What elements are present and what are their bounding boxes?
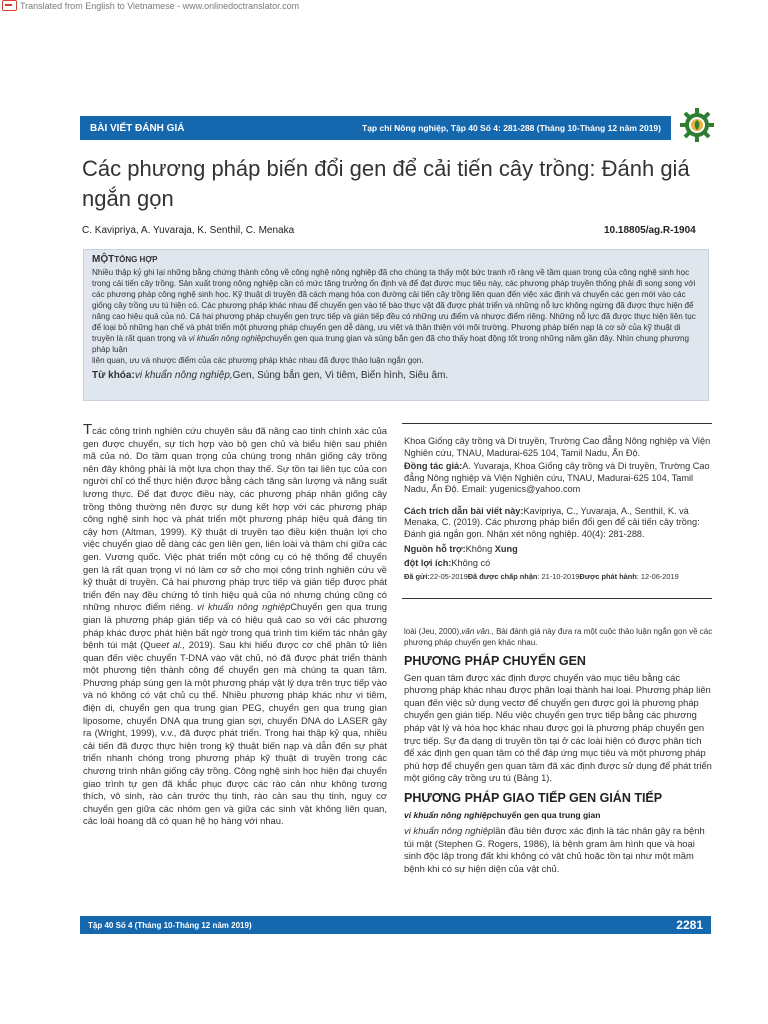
doi: 10.18805/ag.R-1904 [604,225,696,236]
abstract-heading: MỘTTỔNG HỢP [92,254,158,265]
article-title: Các phương pháp biến đổi gen để cải tiến cây trồng: Đánh giá ngắn gọn [82,156,690,211]
journal-header-bar [80,116,671,140]
subsection-heading: vi khuẩn nông nghiệpchuyển gen qua trung gian [404,809,601,820]
page-number: 2281 [676,918,703,932]
conflict-of-interest: đột lợi ích:Không có [404,557,491,568]
body-left-column: Tcác công trình nghiên cứu chuyên sâu đã nâng cao tính chính xác của gen được chuyển, sự tích hợp vào bộ gen chủ và biểu hiện sau phiên mã của nó. Do tầm quan trọng của chúng trong nhân giống cây trồng nên đây không phải là một lựa chọn thay thế. Sự tồn tại liên tục của con người chỉ có thể thực hiện được bằng cách tăng sản lượng và năng suất lương thực. Để đạt được điều này, các phương pháp nhân giống cây trồng thông thường nên được sự dung kết hợp với các phương pháp công nghệ sinh học và phát triển một phương pháp hiệu quả đáng tin cậy hơn (Altman, 1999). Kỹ thuật di truyền tạo điều kiện thuận lợi cho việc chuyển giao dễ dàng các gen liên gen, liên loài và thậm chí giữa các gen. Vương quốc. Việc phát triển một công cụ có hệ thống để chuyển gen là rất quan trọng vì nó làm cơ sở cho mọi công trình nghiên cứu về kỹ thuật di truyền. Cả hai phương pháp trực tiếp và gián tiếp được phát triển đến nay đều chứng tỏ tính hiệu quả của nó nhưng chúng cũng có những nhược điểm riêng. vi khuẩn nông nghiệpChuyển gen qua trung gian là phương pháp gián tiếp và có hiệu quả cao so với các phương pháp khác được phát hiện bất ngờ trong quá trình tìm kiếm tác nhân gây bệnh túi mật (Queet al., 2019). Sau khi hiểu được cơ chế phân tử liên quan đến việc chuyển T-DNA vào vật chủ, nó đã được phát triển thành một phương tiện thành công để chuyển gen mà chúng ta quan tâm. Phương pháp súng gen là một phương pháp vật lý dựa trên trực tiếp vào và nó không có vật chủ cụ thể. Nhiều phương pháp khác như vi tiêm, điện di, chuyển gen qua trung gian PEG, chuyển gen qua trung gian liposome, chuyển DNA qua trung gian sợi, chuyển DNA do LASER gây ra (Wright, 1999), v.v., đã được phát triển. Trong hai thập kỷ qua, nhiều cải tiến đã được thực hiện trong kỹ thuật biến nạp và dẫn đến sự phát triển nhanh chóng trong phương pháp kỹ thuật di truyền trong các chương trình nhân giống cây trồng. Công nghệ sinh học hiện đại chuyển giao trình tự gen đã khắc phục được các rào cản như không tương thích, vô sinh, rào cản trước thụ tinh, rào cản sau thụ tinh, nguy cơ chuyển gen giữa các nhóm gen và giữa các sinh vật không liên quan, các loài hoang dã có quan hệ họ hàng với nhau. [83,421,388,827]
section-paragraph: vi khuẩn nông nghiệplần đầu tiên được xác định là tác nhân gây ra bệnh túi mật (Stephen G. Rogers, 1986), là bệnh gram âm hình que và hoại sinh độc lập trong đất khi không có vật chủ hoặc tồn tại như một mầm bệnh khi có sự hiện diện của vật chủ. [404,825,705,874]
abstract-box [83,249,709,401]
translator-note-text: Translated from English to Vietnamese - www.onlinedoctranslator.com [20,0,300,11]
divider [402,423,712,424]
drop-cap: T [83,421,93,438]
footer-issue: Tập 40 Số 4 (Tháng 10-Tháng 12 năm 2019) [88,920,252,930]
section-paragraph: Gen quan tâm được xác định được chuyển vào mục tiêu bằng các phương pháp khác nhau được phân loại thành hai loại. Phương pháp liên quan đến việc sử dụng vectơ để chuyển gen được gọi là phương pháp chuyển gen gián tiếp. Nếu việc chuyển gen trực tiếp bằng các phương pháp vật lý và hóa học khác nhau được gọi là phương pháp chuyển gen trực tiếp. Sự đa dạng di truyền tồn tại ở các loài hiện có được phân tích để xác định gen quan tâm có thể đáp ứng mục tiêu và một phương pháp phù hợp để chuyển gen quan tâm đã xác định được sử dụng để phát triển một giống cây trồng ưu tú (Bảng 1). [404,671,712,784]
affiliation-block [404,436,714,591]
footer-bar [80,916,711,934]
affiliation: Khoa Giống cây trồng và Di truyền, Trường Cao đẳng Nông nghiệp và Viện Nghiên cứu, TNAU, Madurai-625 104, Tamil Nadu, Ấn Độ. [404,436,711,458]
abstract-text: Nhiều thập kỷ ghi lại những bằng chứng thành công về công nghệ nông nghiệp đã cho chúng ta thấy một bức tranh rõ ràng về tầm quan trọng của công nghệ sinh học trong cải tiến cây trồng. Sản xuất trong nông nghiệp cần có mức tăng trưởng ổn định và để đạt được mục tiêu này, các phương pháp truyền thống phải đi song song với các phương pháp công nghệ sinh học. Kỹ thuật di truyền đã cách mạng hóa con đường cải tiến cây trồng liên quan đến việc xác định và chuyển các gen mới vào các giống cây trồng ưu tú hiện có. Các phương pháp khác nhau để chuyển gen vào tế bào thực vật đã được phát triển và những nỗ lực không ngừng đã được thực hiện để nâng cao hiệu quả của nó. Cả hai phương pháp chuyển gen trực tiếp và gián tiếp đều có những ưu điểm và nhược điểm riêng. Những nỗ lực đã được thực hiện liên tục để loại bỏ những hạn chế và phát triển một phương pháp chuyển gen dễ dàng, ưu việt và thân thiện với môi trường. Phương pháp biến nạp là cơ sở của kỹ thuật di truyền là rất quan trọng và vi khuẩn nông nghiệpchuyển gen qua trung gian và súng bắn gen đã cho thấy hoạt động tốt trong những năm gần đây. Nhìn chung phương pháp luận [92,268,696,354]
funding: Nguồn hỗ trợ:Không Xung [404,544,518,554]
translate-logo-icon [2,0,17,11]
dates: Đã gửi:22-05-2019Đã được chấp nhận: 21-10-2019Được phát hành: 12-06-2019 [404,572,679,581]
intro-tail: loài (Jeu, 2000),văn vân., Bài đánh giá này đưa ra một cuộc thảo luận ngắn gọn về các phương pháp chuyển gen khác nhau. [404,627,713,647]
citation: Cách trích dẫn bài viết này:Kavipriya, C., Yuvaraja, A., Senthil, K. và Menaka, C. (2019). Các phương pháp biến đổi gen để cải tiến cây trồng: Đánh giá ngắn gọn. Nhận xét nông nghiệp. 40(4): 281-288. [404,505,700,539]
divider [402,598,712,599]
journal-gear-logo-icon [679,107,715,143]
journal-citation: Tạp chí Nông nghiệp, Tập 40 Số 4: 281-288 (Tháng 10-Tháng 12 năm 2019) [362,123,661,133]
keywords: Từ khóa:vi khuẩn nông nghiệp,Gen, Súng bắn gen, Vi tiêm, Biến hình, Siêu âm. [92,370,449,381]
section-heading: PHƯƠNG PHÁP CHUYỂN GEN [404,654,586,668]
section-heading: PHƯƠNG PHÁP GIAO TIẾP GEN GIÁN TIẾP [404,790,663,805]
abstract-text-2: liên quan, ưu và nhược điểm của các phương pháp khác nhau đã được thảo luận ngắn gọn. [92,356,424,365]
article-type: BÀI VIẾT ĐÁNH GIÁ [90,122,185,134]
corresponding-author: Đồng tác giả:A. Yuvaraja, Khoa Giống cây trồng và Di truyền, Trường Cao đẳng Nông nghiệp và Viện Nghiên cứu, TNAU, Madurai-625 104, Tamil Nadu, Ấn Độ. Email: yugenics@yahoo.com [404,461,710,494]
authors: C. Kavipriya, A. Yuvaraja, K. Senthil, C. Menaka [82,225,295,236]
body-right-column [404,626,714,880]
translator-note [2,0,299,11]
